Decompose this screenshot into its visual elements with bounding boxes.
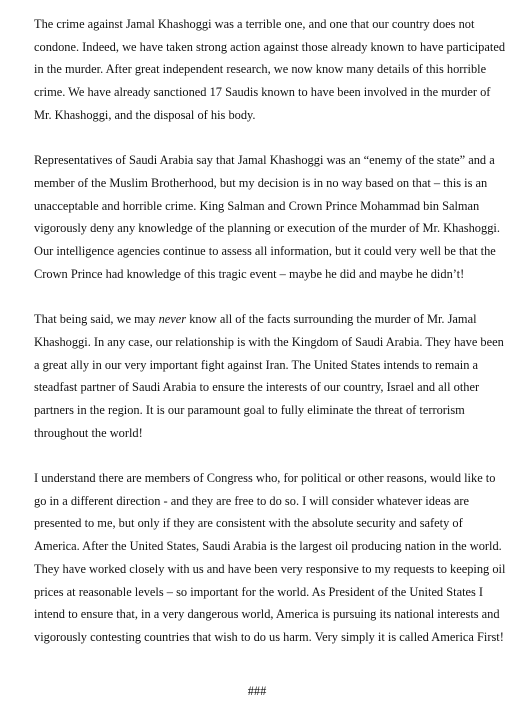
paragraph-2: [34, 149, 506, 285]
paragraph-4: [34, 467, 506, 649]
paragraph-1: [34, 13, 506, 127]
statement-document: [34, 13, 506, 671]
paragraph-1-text: The crime against Jamal Khashoggi was a terrible one, and one that our country does not condone. Indeed, we have taken strong action against those already known to have participated in the murder. After great independent research, we now know many details of this horrible crime. We have already sanctioned 17 Saudis known to have been involved in the murder of Mr. Khashoggi, and the disposal of his body.: [34, 17, 506, 122]
end-mark: ###: [247, 684, 267, 698]
paragraph-3-emphasis: never: [158, 312, 187, 327]
paragraph-3-text-start: That being said, we may: [34, 312, 159, 327]
paragraph-2-text: Representatives of Saudi Arabia say that Jamal Khashoggi was an “enemy of the state” and a member of the Muslim Brotherhood, but my decision is in no way based on that – this is an unacceptable and horrible crime. King Salman and Crown Prince Mohammad bin Salman vigorously deny any knowledge of the planning or execution of the murder of Mr. Khashoggi. Our intelligence agencies continue to assess all information, but it could very well be that the Crown Prince had knowledge of this tragic event – maybe he did and maybe he didn’t!: [34, 153, 500, 281]
paragraph-4-text: I understand there are members of Congress who, for political or other reasons, would like to go in a different direction - and they are free to do so. I will consider whatever ideas are presented to me, but only if they are consistent with the absolute security and safety of America. After the United States, Saudi Arabia is the largest oil producing nation in the world. They have worked closely with us and have been very responsive to my requests to keeping oil prices at reasonable levels – so important for the world. As President of the United States I intend to ensure that, in a very dangerous world, America is pursuing its national interests and vigorously contesting countries that wish to do us harm. Very simply it is called America First!: [34, 471, 506, 644]
paragraph-3: [34, 308, 506, 444]
paragraph-3-text-end: know all of the facts surrounding the murder of Mr. Jamal Khashoggi. In any case, our relationship is with the Kingdom of Saudi Arabia. They have been a great ally in our very important fight against Iran. The United States intends to remain a steadfast partner of Saudi Arabia to ensure the interests of our country, Israel and all other partners in the region. It is our paramount goal to fully eliminate the threat of terrorism throughout the world!: [34, 312, 504, 440]
